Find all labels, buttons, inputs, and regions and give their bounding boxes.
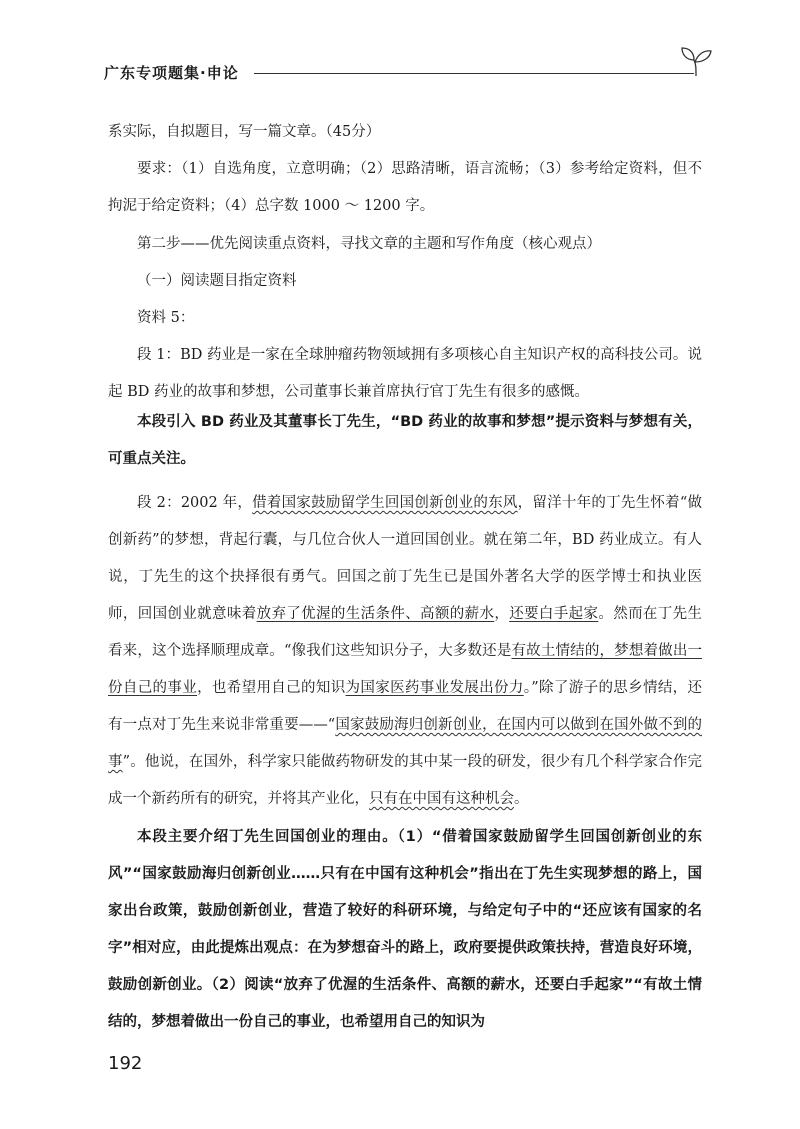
underline-gave-up-comfort: 放弃了优渥的生活条件、高额的薪水 xyxy=(256,606,495,622)
header-rule xyxy=(254,73,694,74)
material-label: 资料 5： xyxy=(137,310,195,326)
step2-heading: 第二步——优先阅读重点资料，寻找文章的主题和写作角度（核心观点） xyxy=(137,236,601,252)
paragraph-2-text: 段 2：2002 年， xyxy=(137,495,253,511)
task-line: 系实际，自拟题目，写一篇文章。（45分） xyxy=(108,124,381,140)
paragraph-1: 段 1：BD 药业是一家在全球肿瘤药物领域拥有多项核心自主知识产权的高科技公司。说起 BD 药业的故事和梦想，公司董事长兼首席执行官丁先生有很多的感慨。 xyxy=(108,347,702,400)
paragraph-2-text: ”。他说，在国外，科学家只能做药物研发的其中某一段的研发，很少有几个科学家合作完成一个新药所有的研究，并将其产业化， xyxy=(108,754,702,807)
task-requirements: 要求：（1）自选角度，立意明确；（2）思路清晰，语言流畅；（3）参考给定资料，但不拘泥于给定资料；（4）总字数 1000 ～ 1200 字。 xyxy=(108,161,702,214)
underline-start-from-scratch: 还要白手起家 xyxy=(509,606,599,622)
paragraph-2-text: ， xyxy=(494,606,510,622)
analysis-2: 本段主要介绍丁先生回国创业的理由。（1）“借着国家鼓励留学生回国创新创业的东风”“国家鼓励海归创新创业……只有在中国有这种机会”指出在丁先生实现梦想的路上，国家出台政策，鼓励创新创业，营造了较好的科研环境，与给定句子中的“还应该有国家的名字”相对应，由此提炼出观点：在为梦想奋斗的路上，政府要提供政策扶持，营造良好环境，鼓励创新创业。（2）阅读“放弃了优渥的生活条件、高额的薪水，还要白手起家”“有故土情结的，梦想着做出一份自己的事业，也希望用自己的知识为 xyxy=(108,829,702,1030)
step2-subheading: （一）阅读题目指定资料 xyxy=(137,273,297,289)
running-header xyxy=(104,58,714,88)
paragraph-2-text: 。然而在丁先生看来，这个选择顺理成章。“像我们这些知识分子，大多数还是 xyxy=(108,606,703,659)
paragraph-2-text: 。 xyxy=(514,791,529,807)
page-number: 192 xyxy=(108,1053,143,1074)
paragraph-2-text: ，也希望用自己的知识 xyxy=(197,680,346,696)
underline-homeland-dream: 有故土情结的，梦想着做出一份自己的事业 xyxy=(108,643,702,696)
sprout-leaf-icon xyxy=(676,40,716,80)
paragraph-2-text: 。”除了游子的思乡情结，还有一点对丁先生来说非常重要——“ xyxy=(108,680,703,733)
wavy-underline-returnee-policy: 国家鼓励海归创新创业，在国内可以做到在国外做不到的事 xyxy=(108,717,702,770)
analysis-1: 本段引入 BD 药业及其董事长丁先生，“BD 药业的故事和梦想”提示资料与梦想有关，可重点关注。 xyxy=(108,414,702,467)
wavy-underline-policy-wind: 借着国家鼓励留学生回国创新创业的东风 xyxy=(252,495,518,511)
paragraph-2-text: ，留洋十年的丁先生怀着“做创新药”的梦想，背起行囊，与几位合伙人一道回国创业。就在第二年，BD 药业成立。有人说，丁先生的这个抉择很有勇气。回国之前丁先生已是国外著名大学的医学博士和执业医师，回国创业就意味着 xyxy=(108,495,702,622)
wavy-underline-only-in-china: 只有在中国有这种机会 xyxy=(369,791,514,807)
header-title: 广东专项题集·申论 xyxy=(104,64,239,82)
paragraph-2 xyxy=(108,485,702,818)
underline-contribute-to-nation: 为国家医药事业发展出份力 xyxy=(345,680,524,696)
